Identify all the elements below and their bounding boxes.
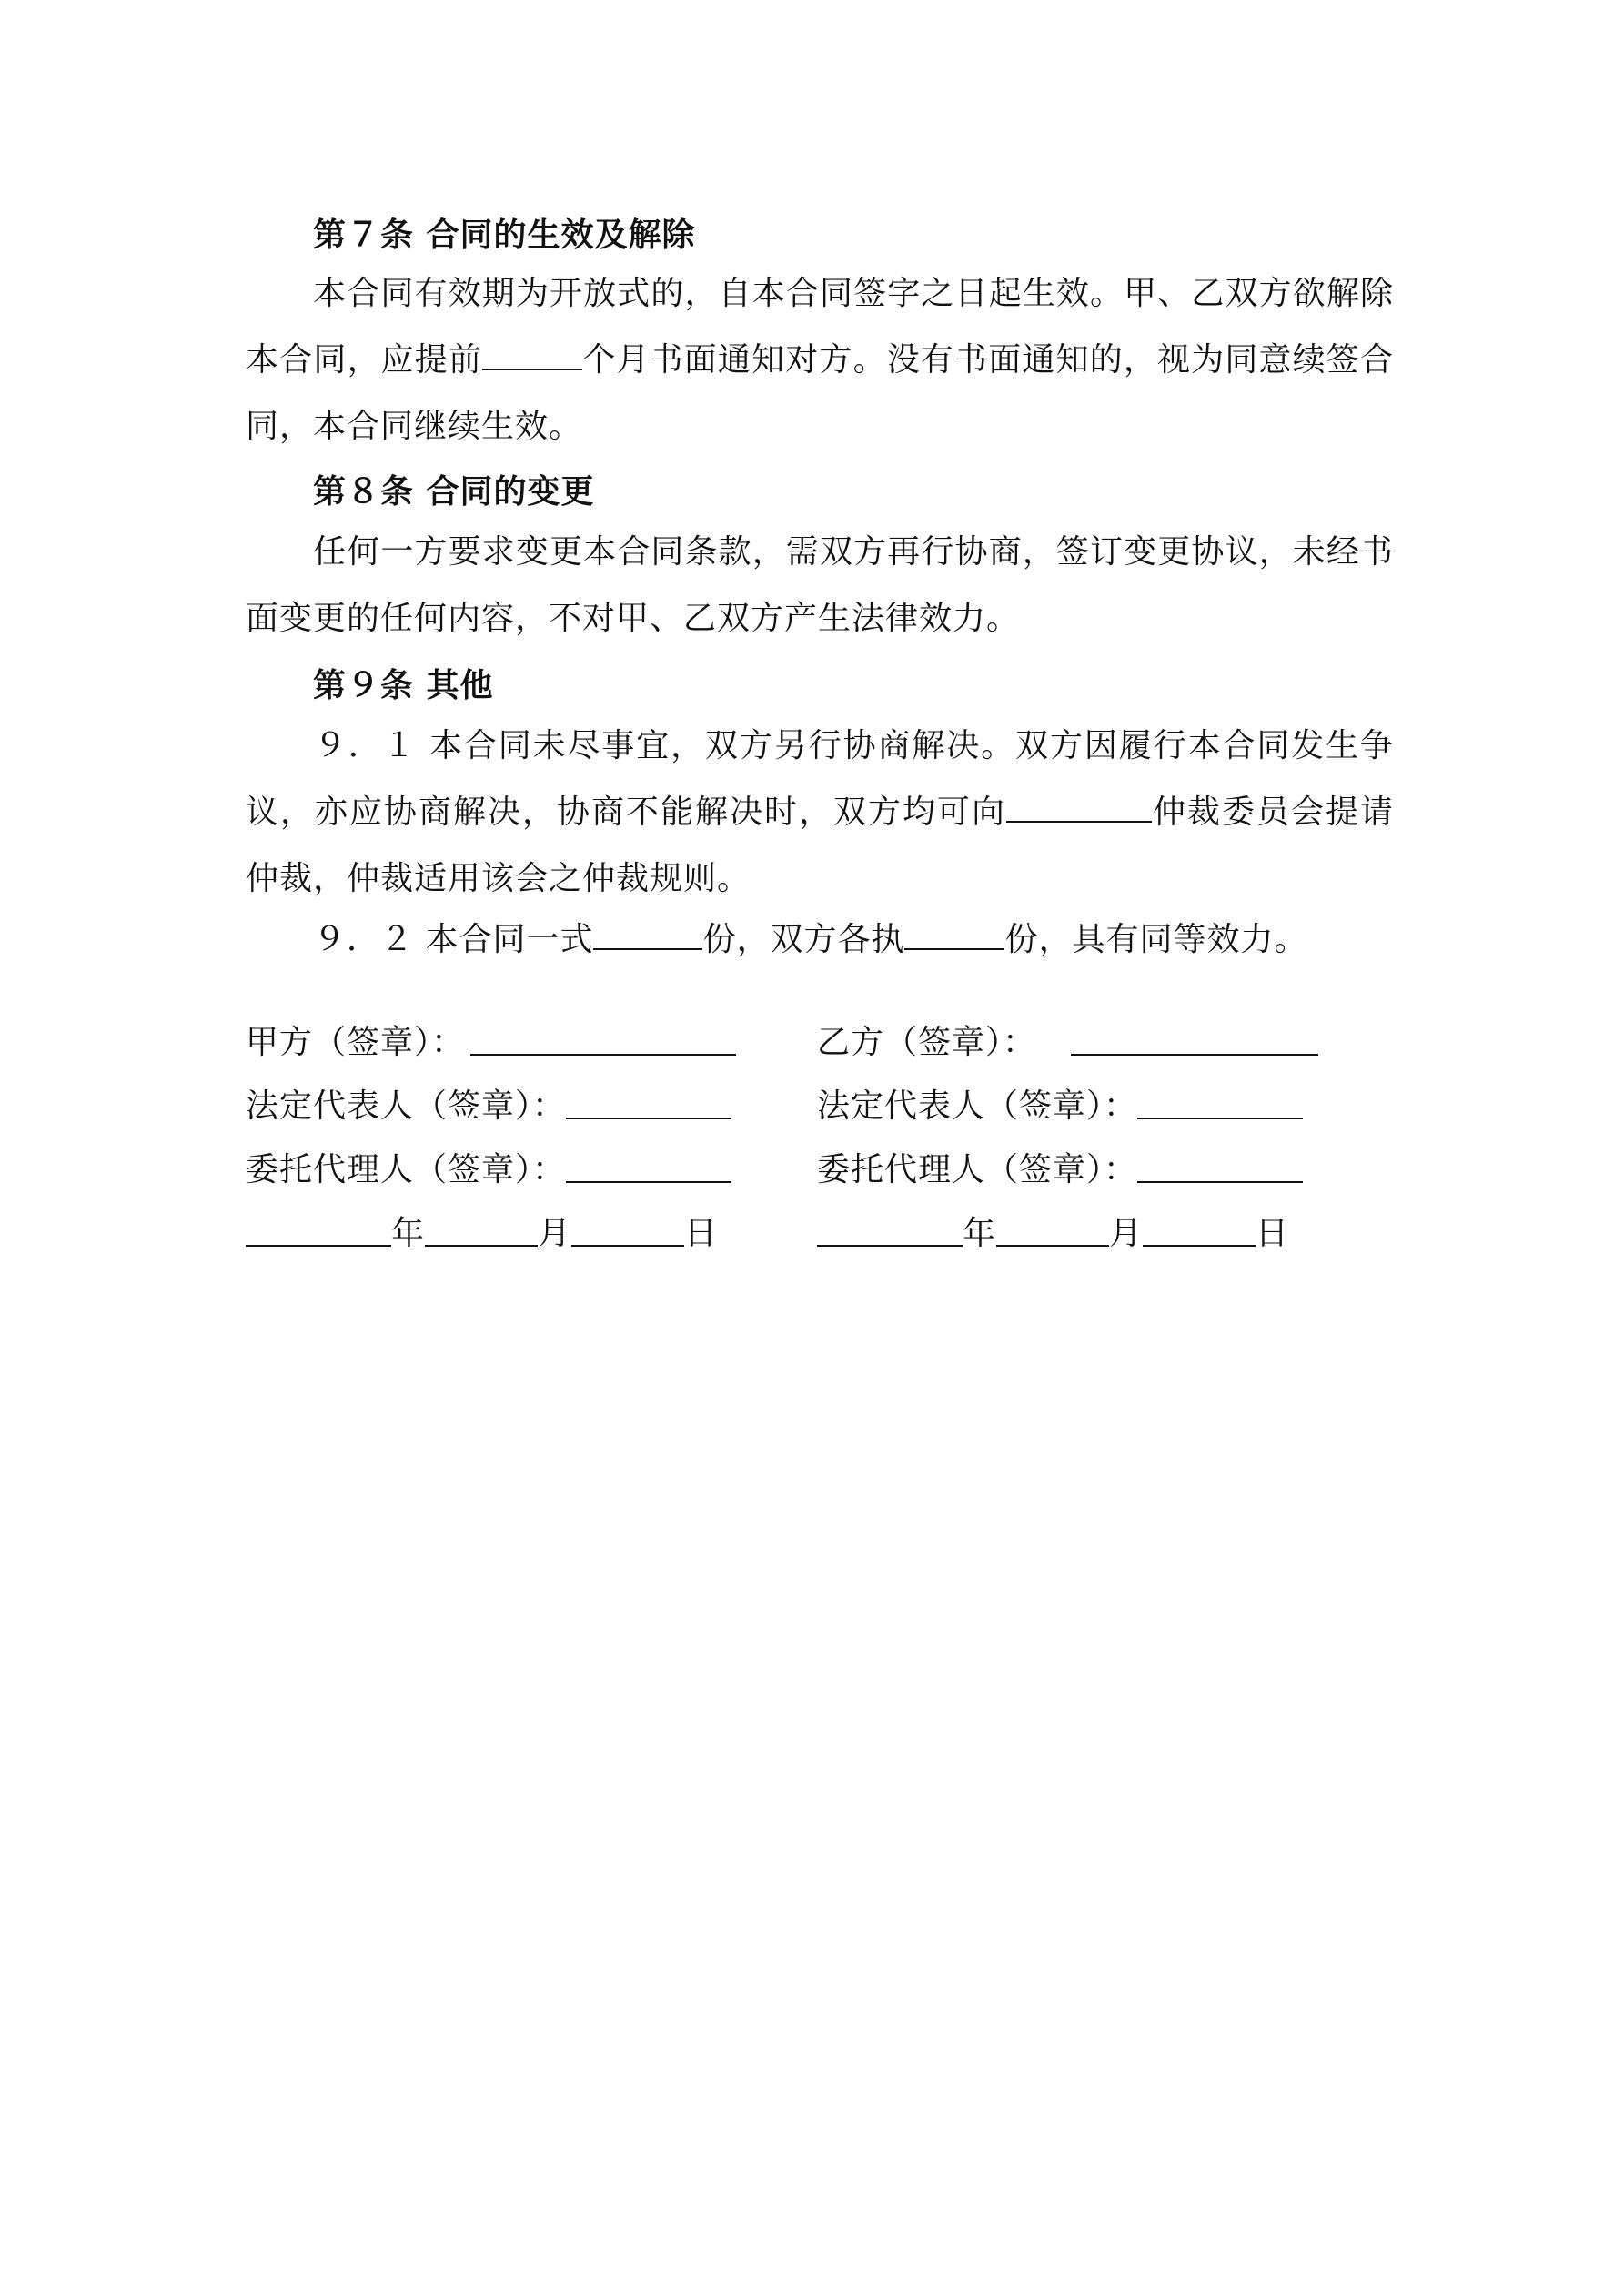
party-a-rep-label: 法定代表人（签章）：: [246, 1087, 567, 1125]
party-b-month-label: 月: [1109, 1215, 1144, 1252]
article-8-heading: 第８条 合同的变更: [313, 472, 595, 511]
party-b-year-blank[interactable]: [817, 1214, 963, 1247]
party-b-day-label: 日: [1256, 1215, 1290, 1252]
article-9-heading: 第９条 其他: [313, 666, 494, 704]
party-a-month-label: 月: [538, 1215, 572, 1252]
party-a-rep-row: [246, 1087, 731, 1127]
party-b-day-blank[interactable]: [1143, 1214, 1256, 1247]
copies-total-blank[interactable]: [593, 921, 702, 950]
party-b-rep-blank[interactable]: [1137, 1087, 1303, 1119]
party-b-seal-row: [817, 1023, 1318, 1063]
party-a-label: 甲方（签章）：: [246, 1024, 466, 1061]
article-7-text-a: 本合同有效期为开放式的，自本合同签字之日起生效。甲、乙双方欲解除本合同，应提前: [246, 275, 1394, 379]
article-9-1-text-a: ９．１ 本合同未尽事宜，双方另行协商解决。双方因履行本合同发生争议，亦应协商解决，协商不能解决时，双方均可向: [246, 727, 1394, 831]
article-9-2-text-c: 份，具有同等效力。: [1004, 921, 1308, 958]
party-b-label: 乙方（签章）：: [817, 1024, 1037, 1061]
party-a-year-blank[interactable]: [246, 1214, 391, 1247]
party-b-rep-row: [817, 1087, 1303, 1127]
article-9-2-text-b: 份，双方各执: [702, 921, 905, 958]
party-a-day-label: 日: [684, 1215, 719, 1252]
party-a-month-blank[interactable]: [425, 1214, 538, 1247]
notice-months-blank[interactable]: [482, 341, 582, 370]
party-b-agent-label: 委托代理人（签章）：: [817, 1151, 1138, 1188]
article-8-paragraph: [246, 519, 1394, 652]
party-a-rep-blank[interactable]: [566, 1087, 731, 1119]
party-b-agent-blank[interactable]: [1137, 1150, 1303, 1183]
party-a-agent-label: 委托代理人（签章）：: [246, 1151, 567, 1188]
party-a-year-label: 年: [391, 1215, 426, 1252]
article-7-heading: 第７条 合同的生效及解除: [313, 216, 696, 254]
article-7-text-b: 个月书面通知对方。没有书面通知的，视为同意续签合同，本合同继续生效。: [246, 341, 1394, 445]
article-8-text: 任何一方要求变更本合同条款，需双方再行协商，签订变更协议，未经书面变更的任何内容，不对甲、乙双方产生法律效力。: [246, 533, 1394, 637]
party-b-agent-row: [817, 1150, 1303, 1190]
article-9-1-paragraph: [246, 713, 1394, 912]
party-a-agent-blank[interactable]: [566, 1150, 731, 1183]
party-a-date-row: [246, 1214, 718, 1254]
party-a-day-blank[interactable]: [571, 1214, 684, 1247]
party-a-agent-row: [246, 1150, 731, 1190]
party-b-rep-label: 法定代表人（签章）：: [817, 1087, 1138, 1125]
party-a-seal-row: [246, 1023, 736, 1063]
party-b-seal-blank[interactable]: [1071, 1023, 1318, 1056]
party-b-date-row: [817, 1214, 1289, 1254]
party-b-year-label: 年: [963, 1215, 997, 1252]
article-7-paragraph: [246, 260, 1394, 460]
article-9-1-text-b: 仲裁委员会提请仲裁，仲裁适用该会之仲裁规则。: [246, 794, 1394, 897]
party-b-month-blank[interactable]: [996, 1214, 1109, 1247]
article-9-2-paragraph: [246, 906, 1394, 973]
article-9-2-text-a: ９．２ 本合同一式: [313, 921, 594, 958]
copies-each-blank[interactable]: [904, 921, 1004, 950]
party-a-seal-blank[interactable]: [470, 1023, 736, 1056]
arbitration-commission-blank[interactable]: [1006, 794, 1152, 823]
